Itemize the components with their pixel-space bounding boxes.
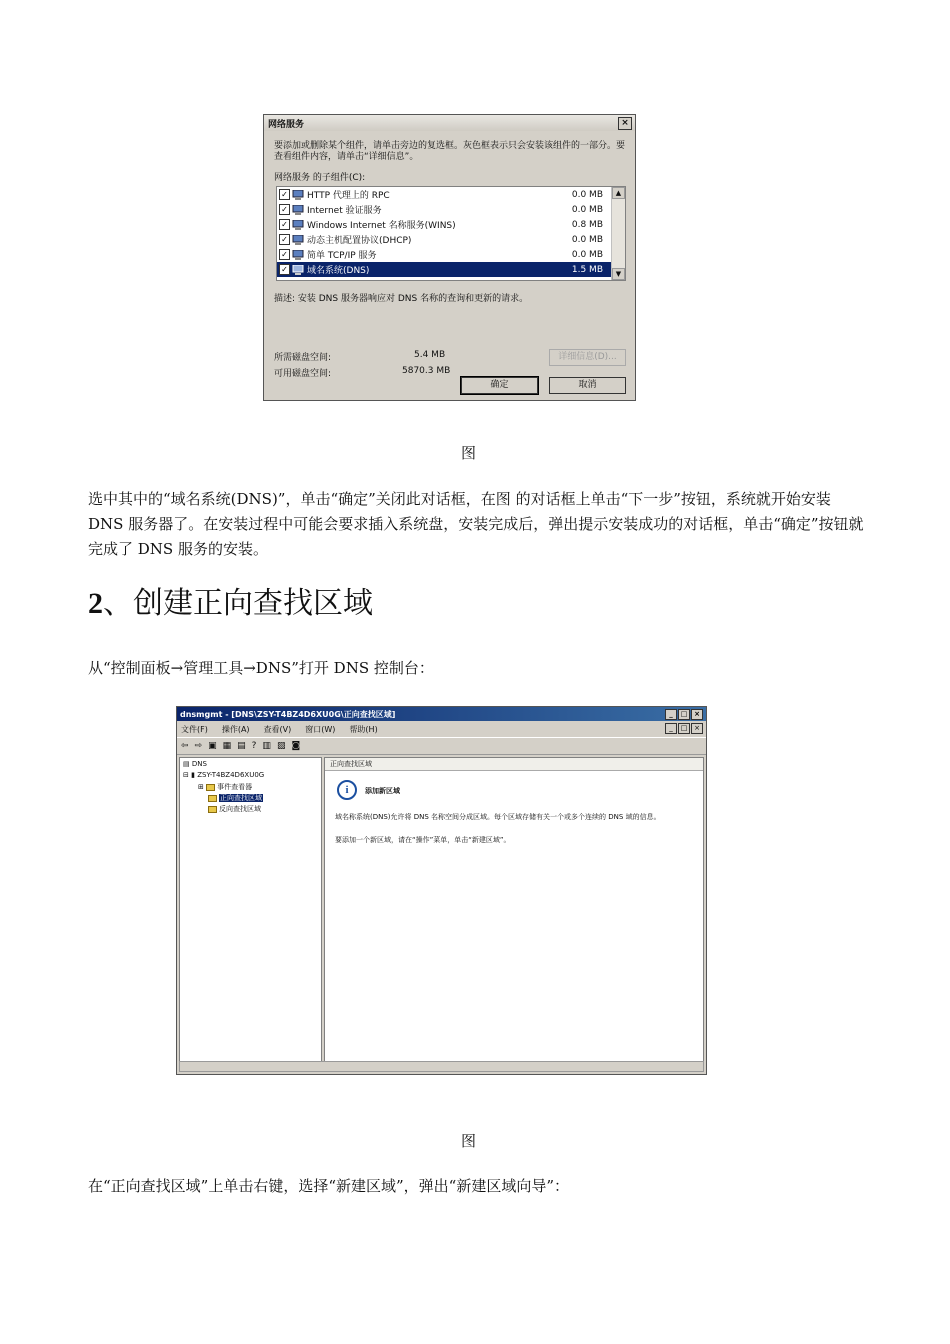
heading-number: 2 — [88, 587, 103, 620]
tree-label: 事件查看器 — [217, 783, 253, 791]
component-name: Internet 验证服务 — [307, 206, 382, 216]
tree-label: 反向查找区域 — [219, 805, 261, 813]
scroll-down-icon[interactable]: ▼ — [612, 268, 625, 280]
restore-icon[interactable]: □ — [678, 723, 690, 734]
export-icon[interactable]: ▤ — [237, 741, 246, 751]
info-hint: 要添加一个新区域，请在“操作”菜单，单击“新建区域”。 — [335, 836, 511, 844]
component-size: 0.0 MB — [571, 234, 603, 245]
back-icon[interactable]: ⇦ — [181, 741, 189, 751]
minimize-icon[interactable]: _ — [665, 709, 677, 720]
pane-header: 正向查找区域 — [325, 758, 703, 771]
tree-label: ZSY-T4BZ4D6XU0G — [197, 771, 265, 779]
components-label: 网络服务 的子组件(C): — [274, 173, 366, 183]
component-size: 1.5 MB — [571, 264, 603, 275]
window-title: dnsmgmt - [DNS\ZSY-T4BZ4D6XU0G\正向查找区域] — [180, 709, 396, 719]
collapse-icon[interactable]: ⊟ — [183, 771, 189, 779]
expand-icon[interactable]: ⊞ — [198, 783, 204, 791]
tree-server[interactable] — [183, 771, 264, 779]
console-tree — [179, 757, 322, 1062]
component-row[interactable] — [277, 232, 625, 247]
component-size: 0.8 MB — [571, 219, 603, 230]
component-row[interactable] — [277, 217, 625, 232]
details-pane — [324, 757, 704, 1062]
component-size: 0.0 MB — [571, 249, 603, 260]
event-viewer-icon — [206, 784, 215, 791]
computer-icon — [292, 250, 304, 260]
folder-icon — [208, 806, 217, 813]
child-window-controls — [664, 723, 703, 734]
tree-root-dns[interactable] — [183, 760, 207, 768]
help-icon[interactable]: ? — [251, 741, 257, 751]
dialog-intro: 要添加或删除某个组件，请单击旁边的复选框。灰色框表示只会安装该组件的一部分。要查看组件内容，请单击“详细信息”。 — [274, 141, 626, 162]
scroll-up-icon[interactable]: ▲ — [612, 187, 625, 199]
component-name: 动态主机配置协议(DHCP) — [307, 236, 412, 246]
component-name: Windows Internet 名称服务(WINS) — [307, 221, 456, 231]
computer-icon — [292, 190, 304, 200]
tree-label: 正向查找区域 — [220, 794, 262, 802]
window-controls — [664, 709, 703, 720]
status-bar — [179, 1061, 704, 1072]
menu-action[interactable]: 操作(A) — [221, 724, 250, 734]
checkbox-icon[interactable]: ✓ — [279, 204, 290, 215]
menu-window[interactable]: 窗口(W) — [305, 724, 336, 734]
tree-label: DNS — [191, 760, 207, 768]
close-icon[interactable]: × — [691, 709, 703, 720]
network-services-dialog — [263, 114, 636, 401]
dialog-titlebar — [264, 115, 635, 131]
dns-icon: ▤ — [183, 760, 190, 768]
disk-available-value: 5870.3 MB — [402, 366, 451, 376]
checkbox-icon[interactable]: ✓ — [279, 264, 290, 275]
dialog-title: 网络服务 — [268, 119, 305, 130]
menu-bar — [177, 721, 706, 737]
figure-caption: 图 — [461, 444, 477, 462]
body-paragraph: 选中其中的“域名系统(DNS)”，单击“确定”关闭此对话框，在图 的对话框上单击“下一步”按钮，系统就开始安装 DNS 服务器了。在安装过程中可能会要求插入系统盘，安装完成后，弹出提示安装成功的对话框，单击“确定”按钮就完成了 DNS 服务的安装。 — [88, 490, 864, 558]
component-name: HTTP 代理上的 RPC — [307, 191, 390, 201]
maximize-icon[interactable]: □ — [678, 709, 690, 720]
component-description: 描述: 安装 DNS 服务器响应对 DNS 名称的查询和更新的请求。 — [274, 294, 529, 304]
computer-icon — [292, 220, 304, 230]
menu-help[interactable]: 帮助(H) — [349, 724, 378, 734]
component-size: 0.0 MB — [571, 204, 603, 215]
tree-forward-lookup-zone[interactable] — [208, 793, 263, 803]
close-icon[interactable]: × — [618, 117, 632, 130]
figure-caption: 图 — [461, 1132, 477, 1150]
list-scrollbar[interactable] — [611, 187, 625, 280]
component-row[interactable] — [277, 202, 625, 217]
minimize-icon[interactable]: _ — [665, 723, 677, 734]
component-name: 简单 TCP/IP 服务 — [307, 251, 377, 261]
computer-icon — [292, 235, 304, 245]
close-icon[interactable]: × — [691, 723, 703, 734]
checkbox-icon[interactable]: ✓ — [279, 234, 290, 245]
checkbox-icon[interactable]: ✓ — [279, 189, 290, 200]
body-paragraph: 在“正向查找区域”上单击右键，选择“新建区域”，弹出“新建区域向导”： — [88, 1177, 570, 1195]
heading-text: 、创建正向查找区域 — [103, 586, 373, 621]
menu-view[interactable]: 查看(V) — [263, 724, 292, 734]
disk-required-label: 所需磁盘空间: — [274, 353, 332, 363]
dns-console-window — [176, 706, 707, 1075]
refresh-icon[interactable]: ◙ — [291, 741, 301, 751]
component-row-selected[interactable] — [277, 262, 625, 277]
component-row[interactable] — [277, 187, 625, 202]
computer-icon — [292, 265, 304, 275]
section-heading — [88, 578, 373, 622]
list-icon[interactable]: ▥ — [262, 741, 271, 751]
toolbar — [177, 737, 706, 755]
forward-icon[interactable]: ⇨ — [194, 741, 203, 751]
component-list[interactable] — [276, 186, 626, 281]
component-row[interactable] — [277, 247, 625, 262]
info-body: 域名称系统(DNS)允许将 DNS 名称空间分成区域。每个区域存储有关一个或多个连续的 DNS 域的信息。 — [335, 813, 661, 821]
checkbox-icon[interactable]: ✓ — [279, 219, 290, 230]
tree-event-viewer[interactable] — [198, 782, 252, 792]
cancel-button[interactable]: 取消 — [549, 377, 626, 394]
window-titlebar — [177, 707, 706, 721]
details-button[interactable]: 详细信息(D)... — [549, 349, 626, 366]
folder-icon — [208, 795, 217, 802]
up-folder-icon[interactable]: ▣ — [208, 741, 217, 751]
disk-available-label: 可用磁盘空间: — [274, 369, 332, 379]
info-title: 添加新区域 — [365, 787, 400, 795]
server-icon: ▮ — [191, 771, 195, 779]
body-paragraph: 从“控制面板→管理工具→DNS”打开 DNS 控制台： — [88, 659, 434, 677]
info-icon: i — [337, 780, 357, 800]
computer-icon — [292, 205, 304, 215]
checkbox-icon[interactable]: ✓ — [279, 249, 290, 260]
disk-required-value: 5.4 MB — [414, 350, 446, 360]
tree-reverse-lookup-zone[interactable] — [208, 804, 261, 814]
component-name: 域名系统(DNS) — [307, 266, 370, 276]
properties-icon[interactable]: ▧ — [276, 741, 286, 751]
menu-file[interactable]: 文件(F) — [181, 724, 208, 734]
component-size: 0.0 MB — [571, 189, 603, 200]
show-tree-icon[interactable]: ▦ — [222, 741, 232, 751]
ok-button[interactable]: 确定 — [461, 377, 538, 394]
